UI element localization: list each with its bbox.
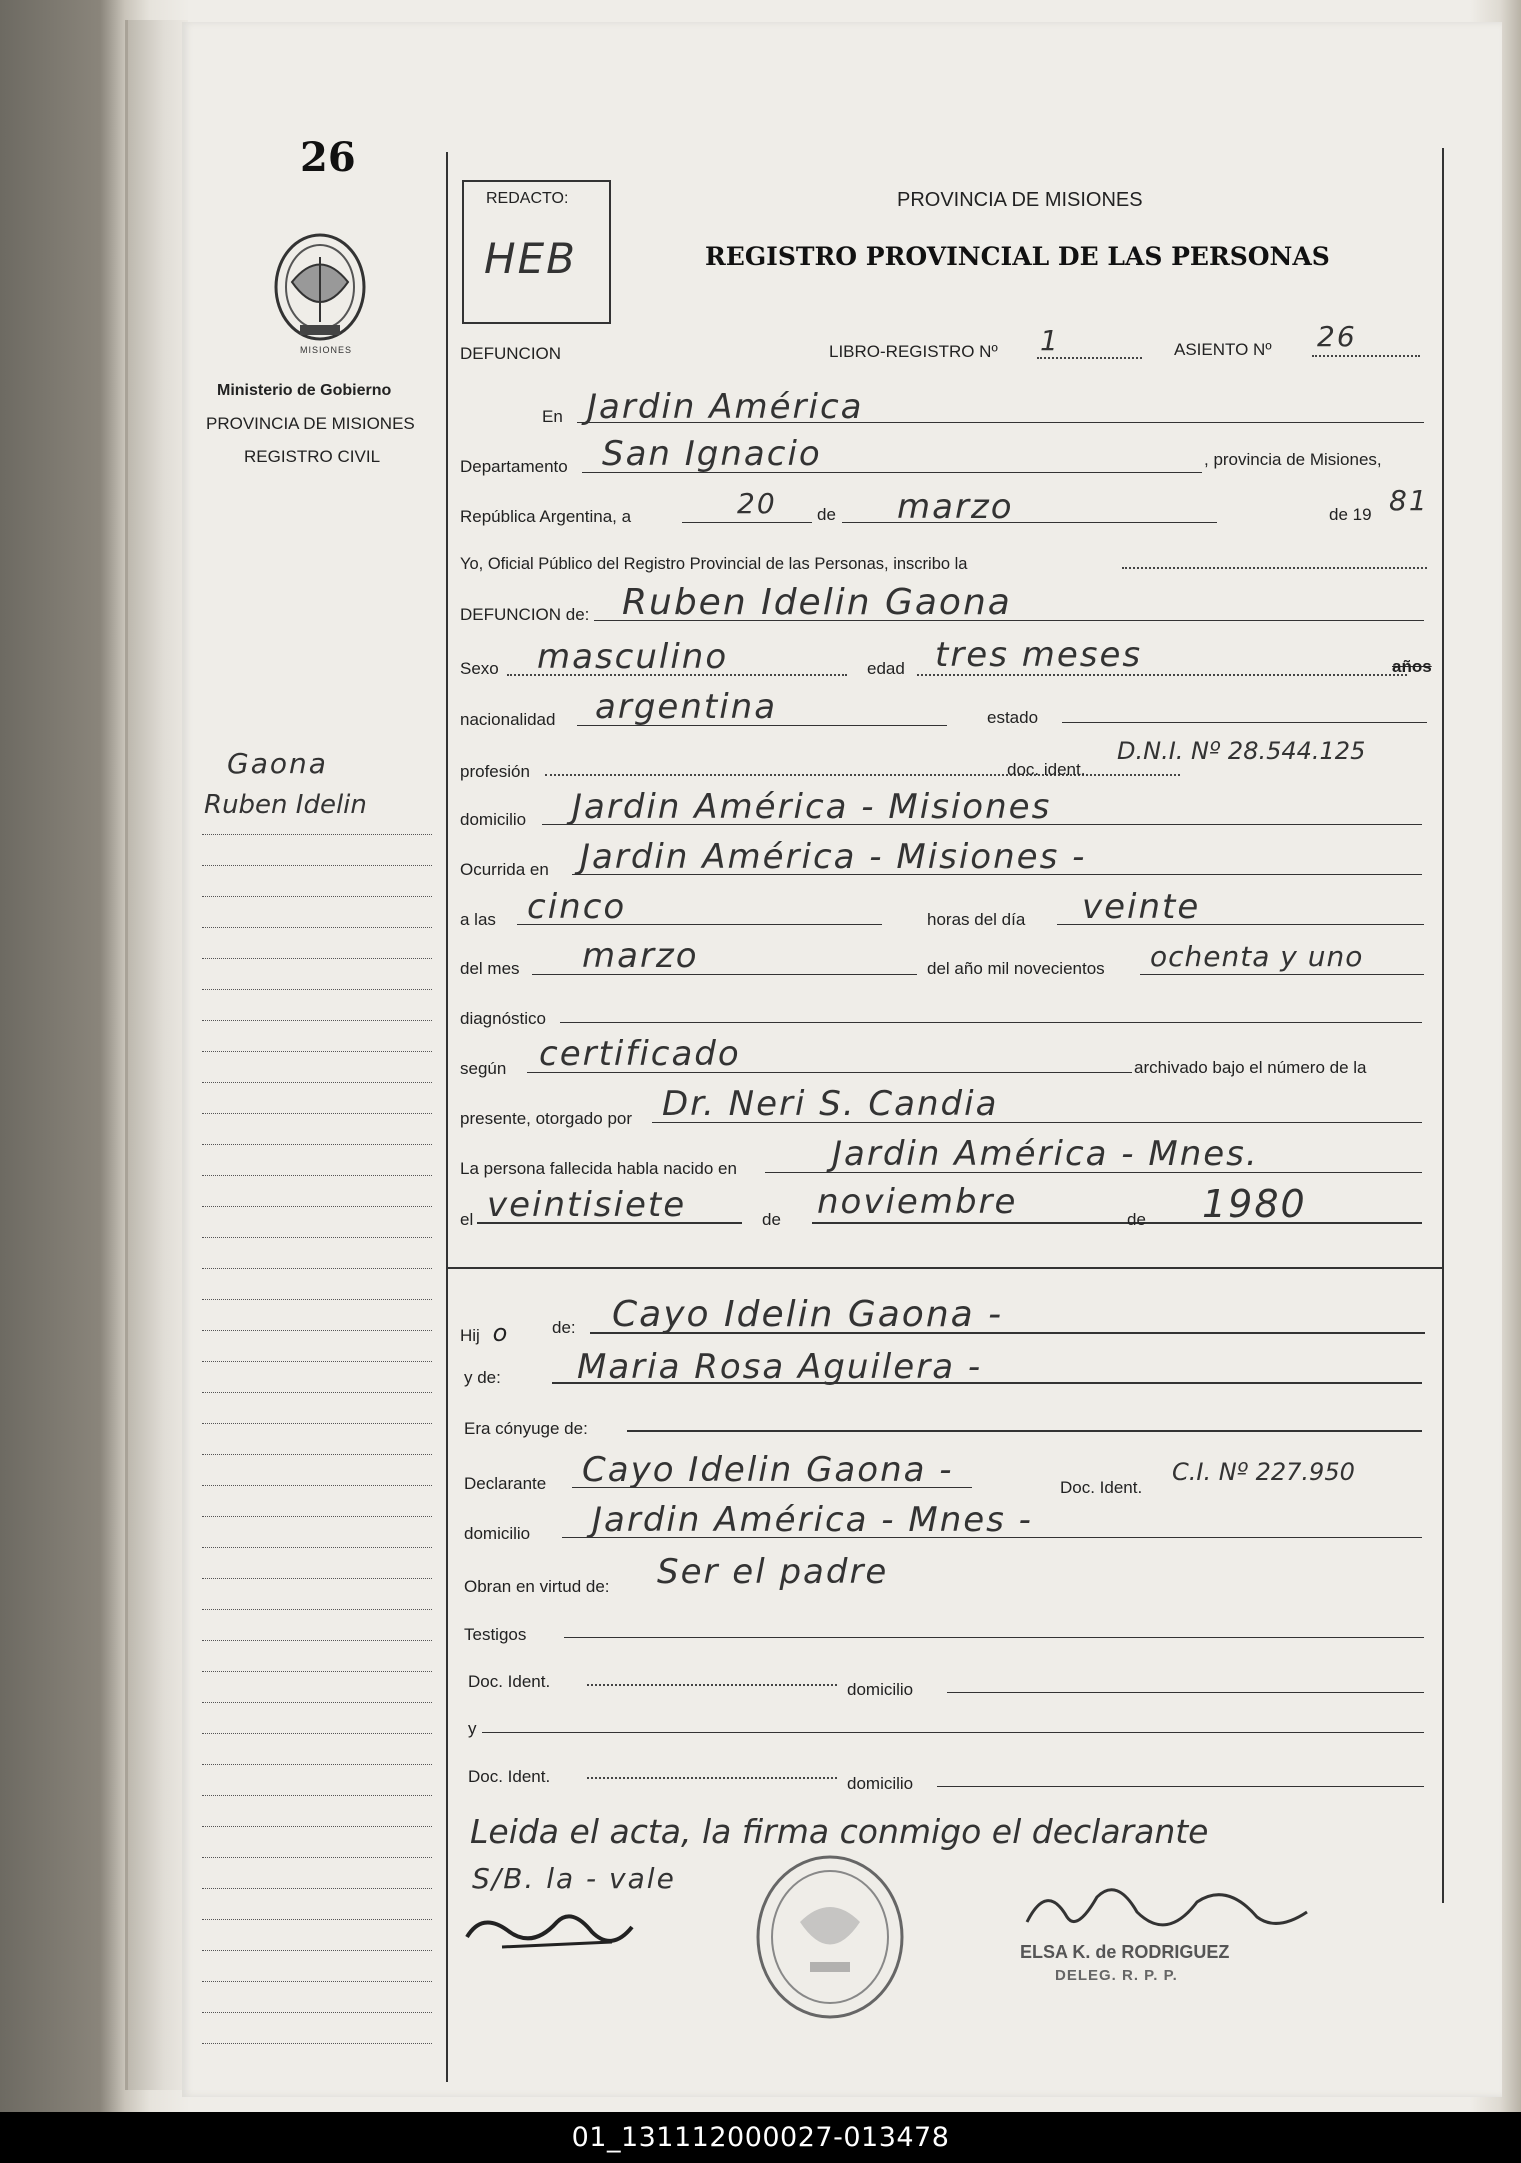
margin-ruled-line [202, 1950, 432, 1951]
ocurrida-label: Ocurrida en [460, 860, 549, 879]
hijo-label-text: Hij [460, 1326, 480, 1345]
presente-line [652, 1122, 1422, 1123]
en-line [577, 422, 1424, 423]
margin-ruled-line [202, 1516, 432, 1517]
edad-value: tres meses [935, 635, 1143, 675]
anio-label: del año mil novecientos [927, 959, 1105, 978]
book-binding [125, 20, 188, 2090]
domicilio2-label: domicilio [464, 1524, 531, 1543]
nacido-value: Jardin América - Mnes. [832, 1134, 1259, 1174]
edad-line [917, 674, 1407, 676]
day-line [682, 522, 812, 523]
civil-registry-label: REGISTRO CIVIL [244, 447, 381, 466]
de2-label: de [762, 1210, 781, 1229]
margin-ruled-line [202, 1454, 432, 1455]
margin-ruled-line [202, 1206, 432, 1207]
margin-ruled-line [202, 1919, 432, 1920]
delmes-line [532, 974, 917, 975]
section-divider [446, 1267, 1442, 1269]
domicilio2-value: Jardin América - Mnes - [592, 1500, 1033, 1540]
archivado-label: archivado bajo el número de la [1134, 1058, 1367, 1077]
anio-line [1140, 974, 1424, 975]
en-label: En [542, 407, 563, 426]
sexo-value: masculino [537, 637, 729, 677]
provincia-label: , provincia de Misiones, [1204, 450, 1382, 469]
segun-value: certificado [539, 1034, 741, 1074]
official-title-stamp: DELEG. R. P. P. [1055, 1967, 1178, 1984]
deceased-name: Ruben Idelin Gaona [622, 582, 1012, 623]
margin-ruled-line [202, 1020, 432, 1021]
scan-identifier: 01_131112000027-013478 [0, 2112, 1521, 2163]
margin-ruled-line [202, 958, 432, 959]
asiento-label: ASIENTO Nº [1174, 340, 1272, 359]
margin-ruled-line [202, 1547, 432, 1548]
margin-ruled-line [202, 1671, 432, 1672]
father-line [590, 1332, 1425, 1334]
margin-ruled-line [202, 1392, 432, 1393]
nacionalidad-label: nacionalidad [460, 710, 556, 729]
birth-year-value: 1980 [1202, 1182, 1307, 1226]
libro-label: LIBRO-REGISTRO Nº [829, 342, 998, 361]
hijo-suffix: o [492, 1319, 508, 1347]
margin-ruled-line [202, 1578, 432, 1579]
testigos-label: Testigos [464, 1625, 527, 1644]
testigos-line [564, 1637, 1424, 1638]
year-value: 81 [1389, 484, 1429, 517]
estado-label: estado [987, 708, 1039, 727]
presente-label: presente, otorgado por [460, 1109, 633, 1128]
ocurrida-line [572, 874, 1422, 875]
conyuge-label: Era cónyuge de: [464, 1419, 588, 1438]
dni-value: D.N.I. Nº 28.544.125 [1117, 737, 1366, 765]
hijo-label [460, 1319, 507, 1347]
presente-value: Dr. Neri S. Candia [662, 1084, 999, 1124]
anos-label: años [1392, 657, 1432, 676]
el-label: el [460, 1210, 474, 1229]
diagnostico-label: diagnóstico [460, 1009, 547, 1028]
doc-t1-label: Doc. Ident. [468, 1672, 551, 1691]
margin-ruled-line [202, 865, 432, 866]
dom-t2-label: domicilio [847, 1774, 914, 1793]
closing-line-2: S/B. la - vale [472, 1862, 676, 1895]
margin-ruled-line [202, 989, 432, 990]
mother-line [552, 1382, 1422, 1384]
nacido-label: La persona fallecida habla nacido en [460, 1159, 737, 1178]
margin-ruled-line [202, 1888, 432, 1889]
estado-line [1062, 722, 1427, 723]
doc-t1-line [587, 1684, 837, 1686]
margin-ruled-line [202, 1144, 432, 1145]
month-line [842, 522, 1217, 523]
asiento-line [1312, 355, 1420, 357]
defuncion-de-label: DEFUNCION de: [460, 605, 590, 624]
republica-label: República Argentina, a [460, 507, 632, 526]
margin-ruled-line [202, 1857, 432, 1858]
birth-month-value: noviembre [817, 1182, 1018, 1222]
ministry-label: Ministerio de Gobierno [217, 382, 392, 399]
domicilio2-line [562, 1537, 1422, 1538]
margin-ruled-line [202, 1826, 432, 1827]
month-value: marzo [897, 487, 1014, 527]
sexo-label: Sexo [460, 659, 499, 678]
nacido-line [765, 1172, 1422, 1173]
province-label-left: PROVINCIA DE MISIONES [206, 414, 415, 433]
page-number: 26 [300, 134, 356, 181]
margin-ruled-line [202, 1423, 432, 1424]
y-line [482, 1732, 1424, 1733]
official-round-stamp [750, 1852, 910, 2027]
margin-ruled-line [202, 1764, 432, 1765]
dom-t1-line [947, 1692, 1424, 1693]
delmes-value: marzo [582, 936, 699, 976]
doc-t2-label: Doc. Ident. [468, 1767, 551, 1786]
doc-ident2-label: Doc. Ident. [1060, 1478, 1143, 1497]
declarant-signature [462, 1892, 642, 1967]
domicilio-value: Jardin América - Misiones [572, 787, 1052, 827]
margin-ruled-line [202, 1609, 432, 1610]
profesion-label: profesión [460, 762, 530, 781]
conyuge-line [627, 1430, 1422, 1432]
doc-ident-label: doc. ident. [1007, 760, 1086, 779]
margin-ruled-line [202, 834, 432, 835]
closing-line-1: Leida el acta, la firma conmigo el declarante [470, 1812, 1209, 1851]
register-page [182, 22, 1502, 2097]
diagnostico-line [560, 1022, 1422, 1023]
margin-ruled-line [202, 1702, 432, 1703]
edad-label: edad [867, 659, 905, 678]
departamento-label: Departamento [460, 457, 568, 476]
el-line [477, 1222, 742, 1224]
ocurrida-value: Jardin América - Misiones - [580, 837, 1087, 877]
margin-surname: Gaona [227, 747, 328, 780]
birth-year-line [1162, 1222, 1422, 1224]
horas-line [1057, 924, 1424, 925]
defuncion-de-line [594, 620, 1424, 621]
alas-line [517, 924, 882, 925]
header-province: PROVINCIA DE MISIONES [897, 189, 1143, 211]
year-label: de 19 [1329, 505, 1372, 524]
obran-label: Obran en virtud de: [464, 1577, 610, 1596]
redacto-initials: HEB [484, 234, 577, 283]
mother-value: Maria Rosa Aguilera - [577, 1347, 983, 1387]
margin-ruled-line [202, 1361, 432, 1362]
yo-line [1122, 567, 1427, 569]
seal-caption: MISIONES [300, 345, 353, 355]
dom-t2-line [937, 1786, 1424, 1787]
margin-ruled-line [202, 1237, 432, 1238]
frame-right-line [1442, 148, 1444, 1903]
departamento-line [582, 472, 1202, 473]
margin-ruled-line [202, 1330, 432, 1331]
alas-label: a las [460, 910, 496, 929]
margin-names: Ruben Idelin [204, 790, 367, 820]
coat-of-arms-seal [270, 227, 370, 357]
segun-line [527, 1072, 1132, 1073]
anio-value: ochenta y uno [1150, 940, 1364, 973]
margin-ruled-line [202, 2043, 432, 2044]
margin-ruled-line [202, 1113, 432, 1114]
margin-ruled-line [202, 1981, 432, 1982]
margin-ruled-line [202, 1175, 432, 1176]
dom-t1-label: domicilio [847, 1680, 914, 1699]
libro-value: 1 [1040, 324, 1060, 357]
horas-label: horas del día [927, 910, 1026, 929]
departamento-value: San Ignacio [602, 434, 822, 474]
margin-ruled-line [202, 1051, 432, 1052]
margin-ruled-line [202, 1082, 432, 1083]
nacionalidad-line [577, 725, 947, 726]
declarante-value: Cayo Idelin Gaona - [582, 1450, 954, 1490]
delmes-label: del mes [460, 959, 520, 978]
margin-ruled-line [202, 1268, 432, 1269]
hijo-de-label: de: [552, 1318, 576, 1337]
yo-label: Yo, Oficial Público del Registro Provincial de las Personas, inscribo la [460, 555, 968, 573]
en-value: Jardin América [587, 387, 864, 427]
asiento-value: 26 [1317, 320, 1357, 353]
margin-ruled-line [202, 1733, 432, 1734]
domicilio-label: domicilio [460, 810, 527, 829]
nacionalidad-value: argentina [595, 687, 778, 727]
margin-ruled-line [202, 2012, 432, 2013]
libro-line [1037, 357, 1142, 359]
margin-ruled-line [202, 1485, 432, 1486]
defuncion-heading: DEFUNCION [460, 344, 562, 363]
declarante-label: Declarante [464, 1474, 547, 1493]
sexo-line [507, 674, 847, 676]
margin-ruled-line [202, 1640, 432, 1641]
segun-label: según [460, 1059, 507, 1078]
declarante-line [572, 1487, 972, 1488]
margin-ruled-line [202, 1795, 432, 1796]
ci-value: C.I. Nº 227.950 [1172, 1458, 1355, 1486]
obran-value: Ser el padre [657, 1552, 889, 1592]
alas-value: cinco [527, 887, 627, 927]
frame-left-line [446, 152, 448, 2082]
margin-ruled-line [202, 1299, 432, 1300]
month-de-label: de [817, 505, 836, 524]
de3-label: de [1127, 1210, 1146, 1229]
yde-label: y de: [464, 1368, 501, 1387]
el-value: veintisiete [487, 1185, 687, 1225]
redacto-box [462, 180, 611, 324]
official-name-stamp: ELSA K. de RODRIGUEZ [1020, 1942, 1230, 1962]
redacto-label: REDACTO: [486, 190, 569, 207]
doc-t2-line [587, 1777, 837, 1779]
day-value: 20 [737, 487, 777, 520]
header-registry-title: REGISTRO PROVINCIAL DE LAS PERSONAS [705, 242, 1330, 271]
horas-value: veinte [1082, 887, 1201, 927]
father-value: Cayo Idelin Gaona - [612, 1294, 1004, 1335]
y-label: y [468, 1719, 477, 1738]
domicilio-line [542, 824, 1422, 825]
margin-ruled-line [202, 927, 432, 928]
margin-ruled-line [202, 896, 432, 897]
